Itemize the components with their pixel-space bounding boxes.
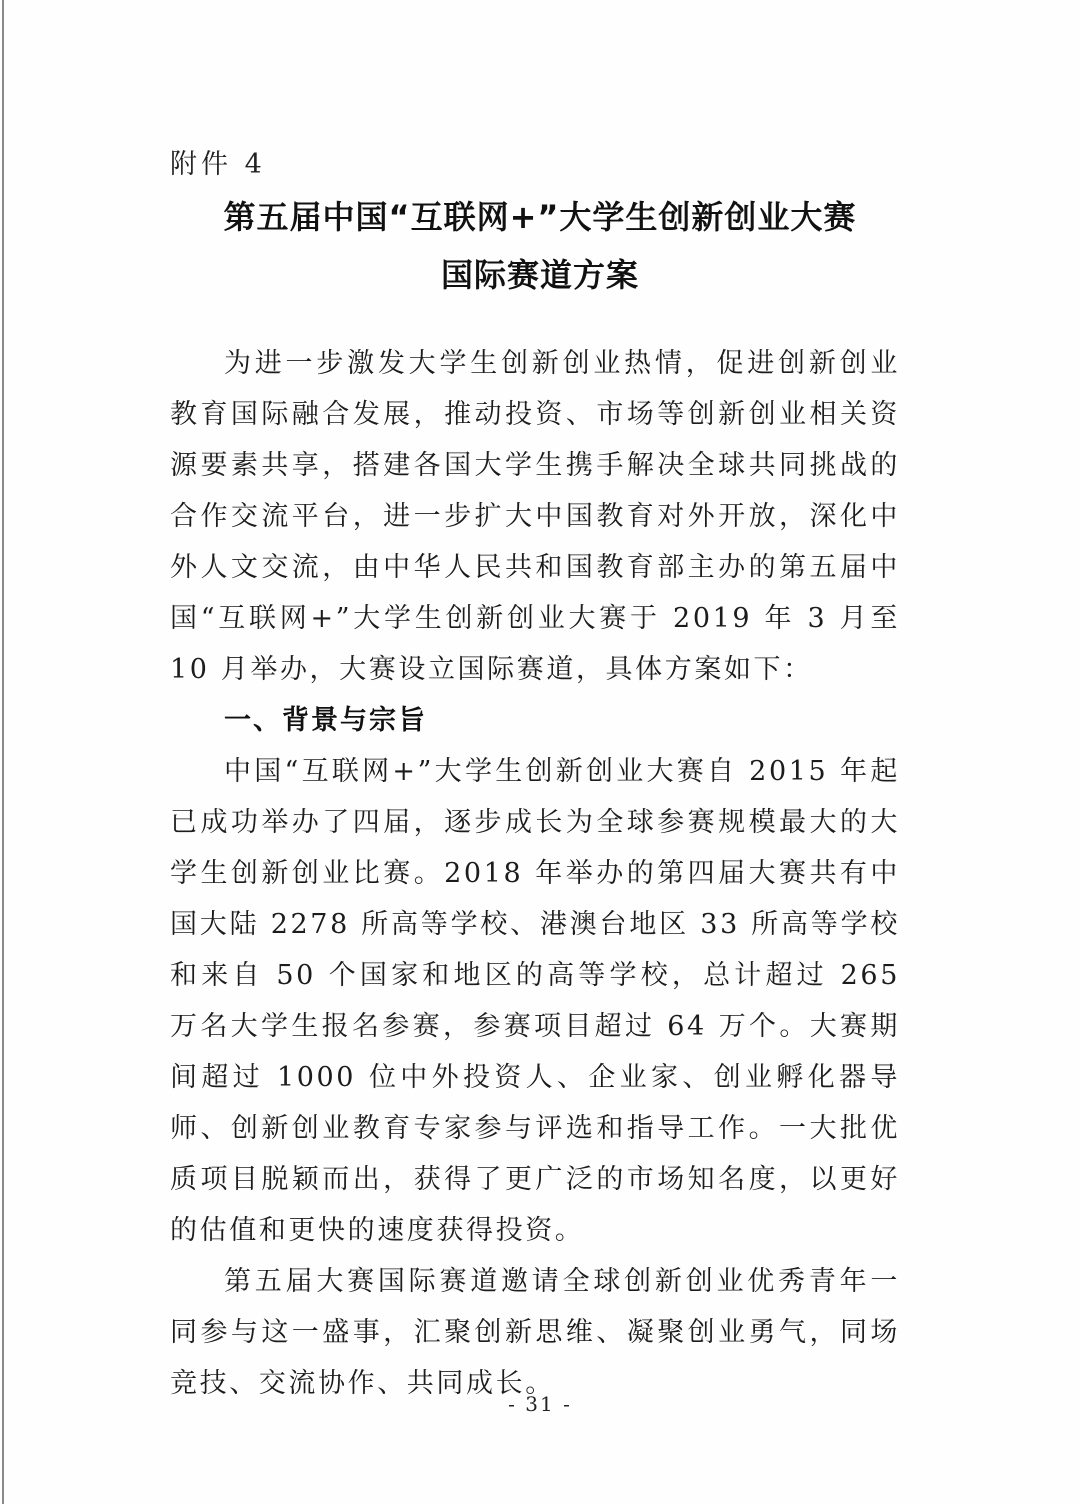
intro-paragraph: 为进一步激发大学生创新创业热情，促进创新创业教育国际融合发展，推动投资、市场等创新创业相关资源要素共享，搭建各国大学生携手解决全球共同挑战的合作交流平台，进一步扩大中国教育对外开放，深化中外人文交流，由中华人民共和国教育部主办的第五届中国“互联网+”大学生创新创业大赛于 2019 年 3 月至 10 月举办，大赛设立国际赛道，具体方案如下： (170, 348, 900, 685)
background-paragraph-1: 中国“互联网+”大学生创新创业大赛自 2015 年起已成功举办了四届，逐步成长为全球参赛规模最大的大学生创新创业比赛。2018 年举办的第四届大赛共有中国大陆 2278 所高等学校、港澳台地区 33 所高等学校和来自 50 个国家和地区的高等学校，总计超过 265 万名大学生报名参赛，参赛项目超过 64 万个。大赛期间超过 1000 位中外投资人、企业家、创业孵化器导师、创新创业教育专家参与评选和指导工作。一大批优质项目脱颖而出，获得了更广泛的市场知名度，以更好的估值和更快的速度获得投资。 (170, 756, 900, 1246)
title-line-2: 国际赛道方案 (440, 256, 639, 294)
section-heading-background: 一、背景与宗旨 (224, 705, 427, 736)
page-number: - 31 - (508, 1392, 572, 1416)
document-body (170, 338, 900, 1409)
attachment-label: 附件 4 (170, 149, 266, 180)
background-paragraph-2: 第五届大赛国际赛道邀请全球创新创业优秀青年一同参与这一盛事，汇聚创新思维、凝聚创业勇气，同场竞技、交流协作、共同成长。 (170, 1266, 900, 1399)
title-line-1: 第五届中国“互联网+”大学生创新创业大赛 (223, 198, 857, 236)
document-title (0, 188, 1080, 304)
